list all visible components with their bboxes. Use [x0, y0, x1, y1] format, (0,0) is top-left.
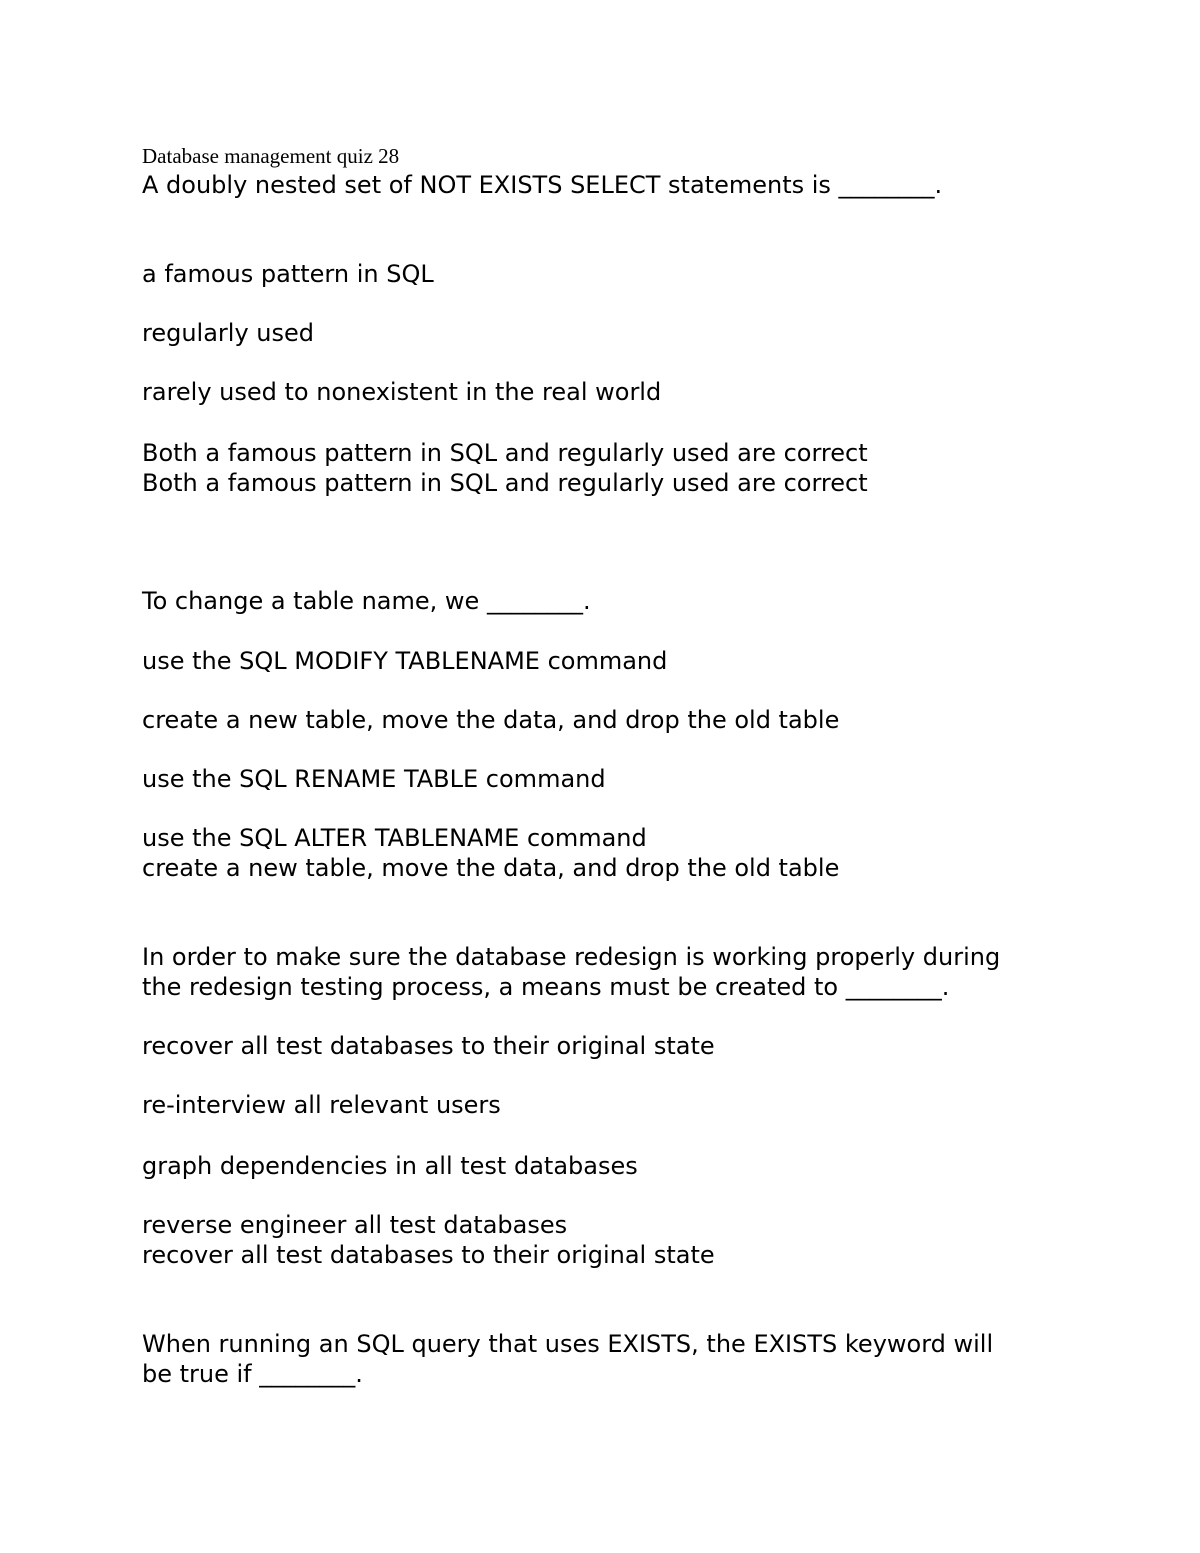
question-3-option-4: reverse engineer all test databases: [142, 1211, 568, 1239]
question-1-option-4: Both a famous pattern in SQL and regularly used are correct: [142, 439, 868, 467]
question-2-text: To change a table name, we ________.: [142, 587, 591, 615]
question-1-text: A doubly nested set of NOT EXISTS SELECT statements is ________.: [142, 171, 943, 199]
question-1-option-3: rarely used to nonexistent in the real world: [142, 378, 662, 406]
question-1-option-2: regularly used: [142, 319, 315, 347]
question-4-text-line-1: When running an SQL query that uses EXISTS, the EXISTS keyword will: [142, 1330, 994, 1358]
question-3-option-3: graph dependencies in all test databases: [142, 1152, 638, 1180]
question-1-answer: Both a famous pattern in SQL and regularly used are correct: [142, 469, 868, 497]
question-1-option-1: a famous pattern in SQL: [142, 260, 434, 288]
question-2-answer: create a new table, move the data, and drop the old table: [142, 854, 840, 882]
question-3-text-line-2: the redesign testing process, a means must be created to ________.: [142, 973, 950, 1001]
question-2-option-2: create a new table, move the data, and drop the old table: [142, 706, 840, 734]
question-3-answer: recover all test databases to their original state: [142, 1241, 715, 1269]
question-4-text-line-2: be true if ________.: [142, 1360, 363, 1388]
question-2-option-1: use the SQL MODIFY TABLENAME command: [142, 647, 668, 675]
question-3-option-2: re-interview all relevant users: [142, 1091, 501, 1119]
question-2-option-4: use the SQL ALTER TABLENAME command: [142, 824, 647, 852]
question-3-text-line-1: In order to make sure the database redesign is working properly during: [142, 943, 1001, 971]
question-2-option-3: use the SQL RENAME TABLE command: [142, 765, 606, 793]
question-3-option-1: recover all test databases to their original state: [142, 1032, 715, 1060]
document-title: Database management quiz 28: [142, 144, 400, 168]
